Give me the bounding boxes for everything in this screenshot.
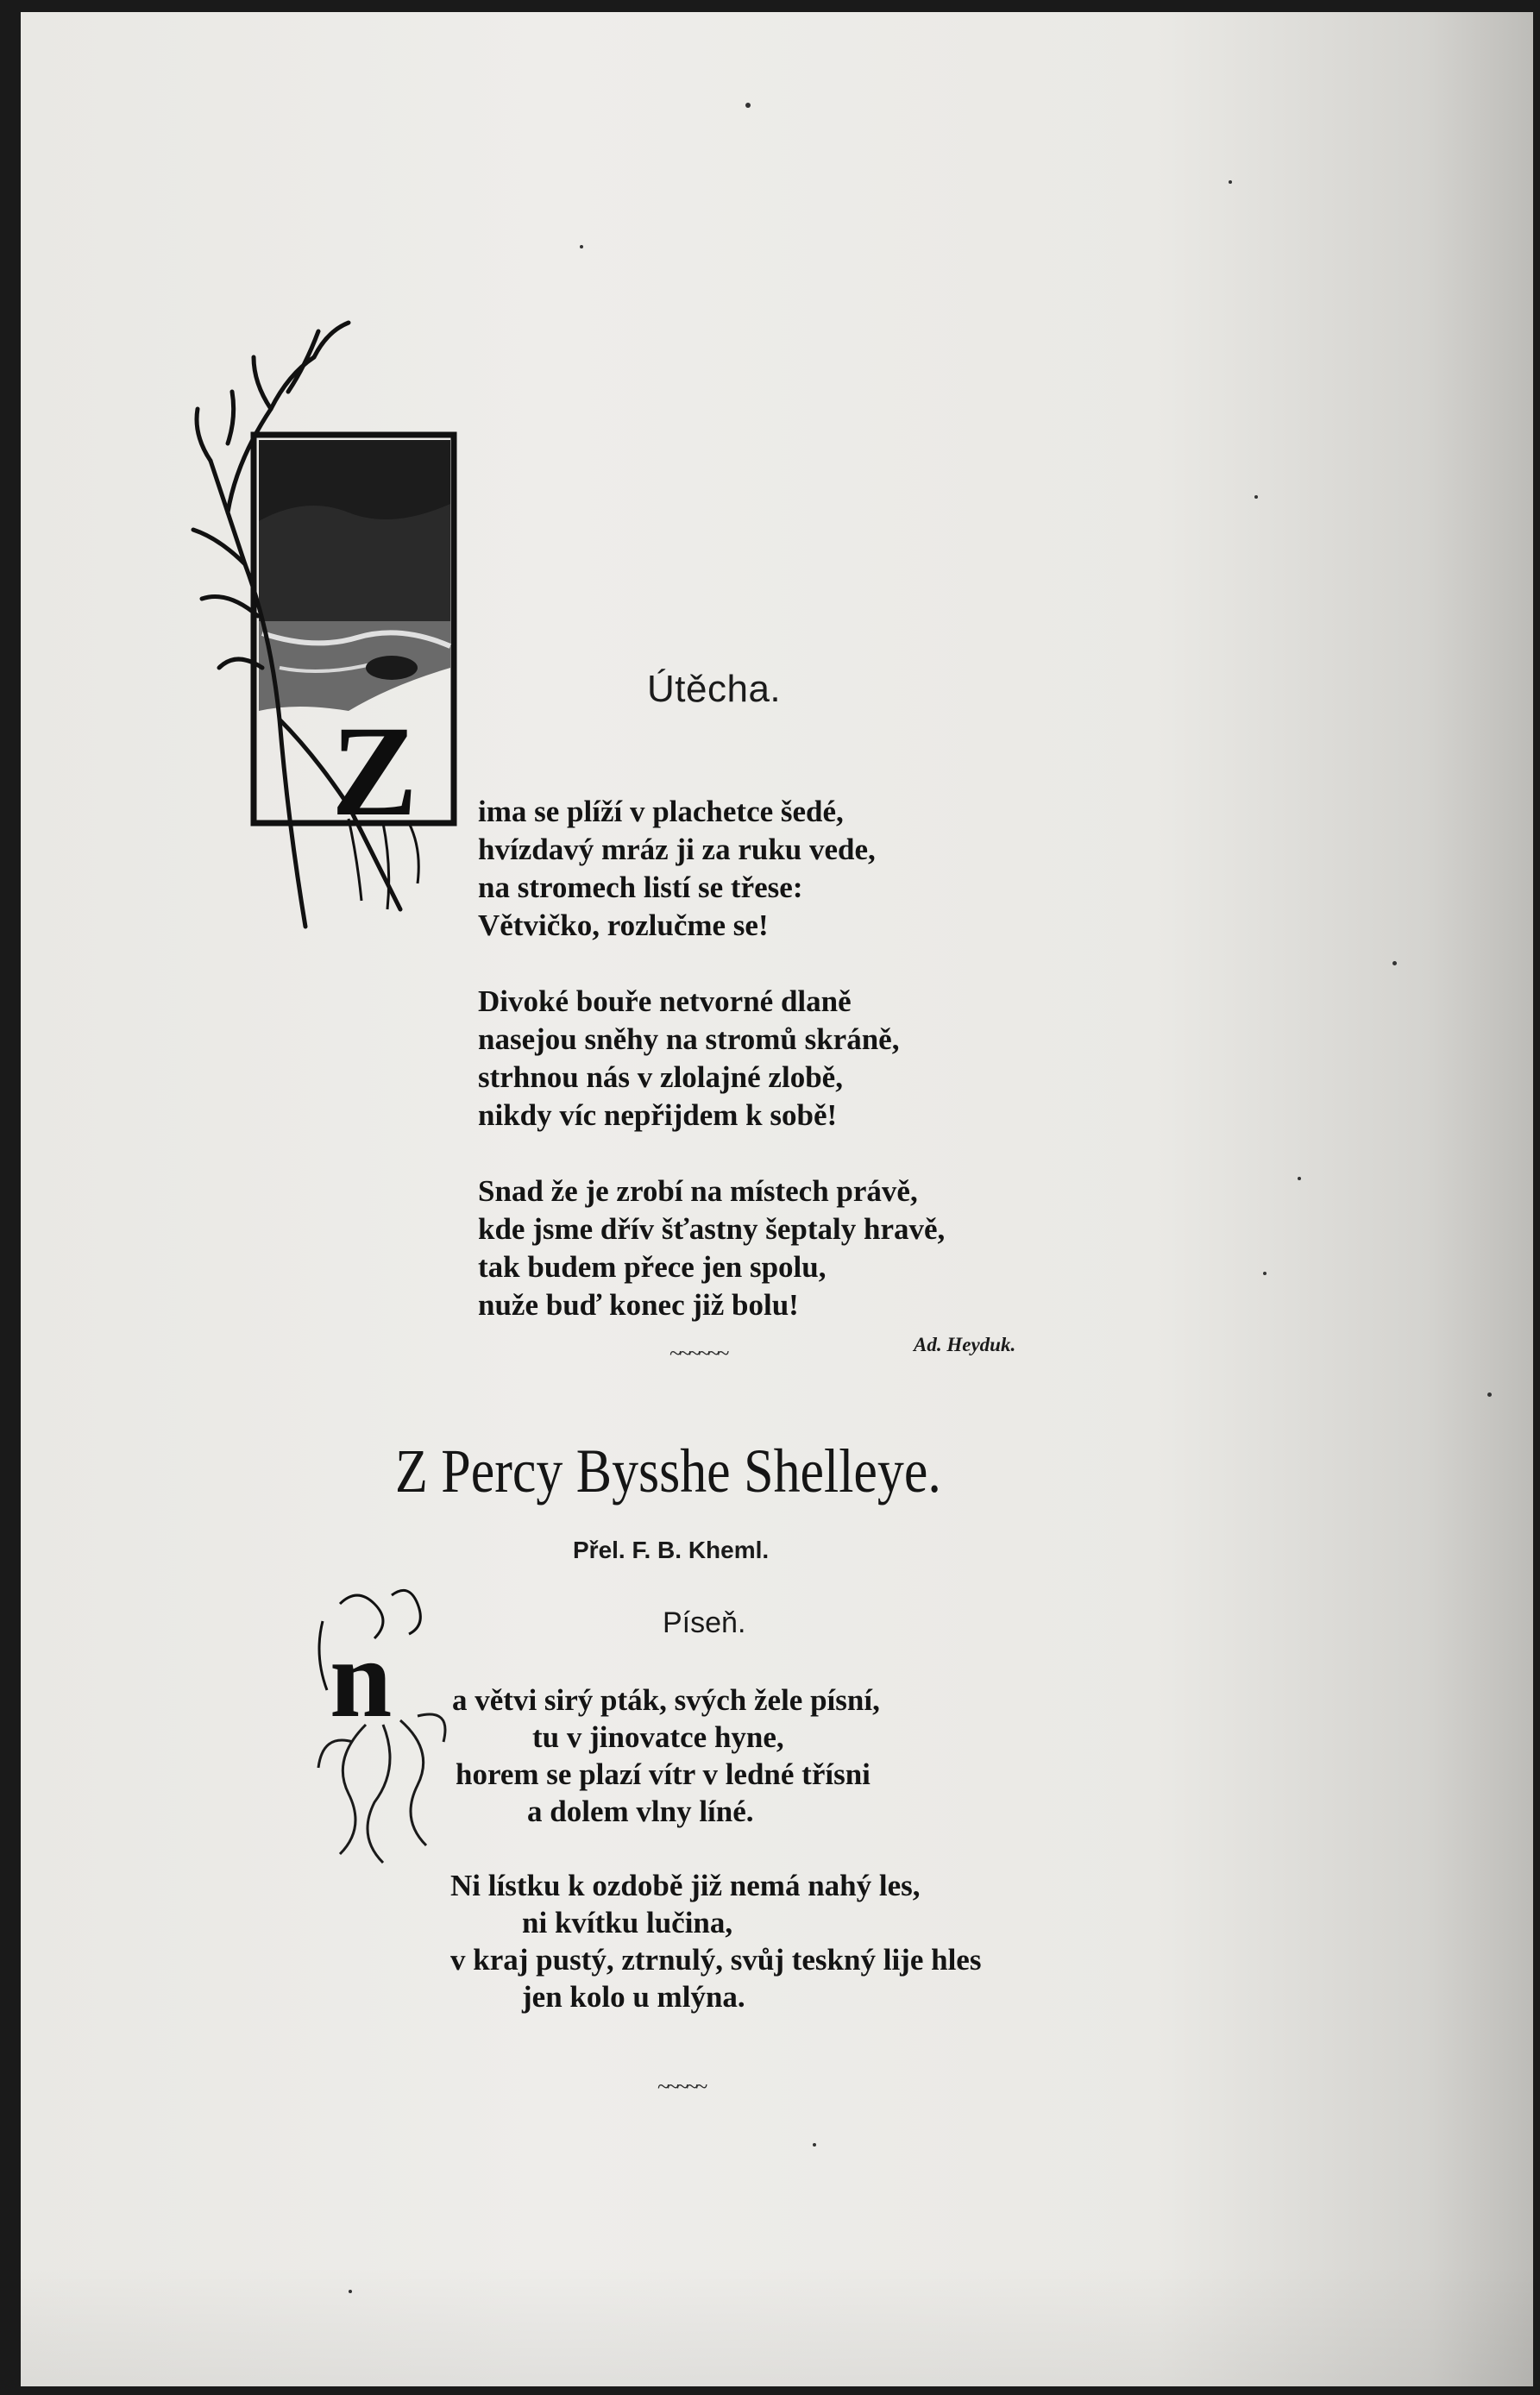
paper-speck [1254, 495, 1258, 499]
translator-credit: Přel. F. B. Kheml. [573, 1537, 770, 1563]
stanza [478, 1172, 945, 1324]
verse-line: Divoké bouře netvorné dlaně [478, 984, 852, 1018]
verse-line: a větvi sirý pták, svých žele písní, [452, 1683, 880, 1717]
ornament-divider: ~~~~~ [657, 2074, 706, 2099]
verse-line: Ni lístku k ozdobě již nemá nahý les, [450, 1869, 921, 1902]
dropcap-n: n [330, 1617, 393, 1741]
verse-line: ni kvítku lučina, [522, 1906, 733, 1939]
paper-speck [580, 245, 583, 248]
verse-line: hvízdavý mráz ji za ruku vede, [478, 833, 876, 866]
dropcap-z: Z [331, 700, 418, 843]
stanza [478, 983, 945, 1135]
paper-speck [1298, 1177, 1301, 1180]
paper-speck [813, 2143, 816, 2147]
verse-line: horem se plazí vítr v ledné třísni [456, 1757, 871, 1791]
book-page [21, 12, 1533, 2386]
verse-line: strhnou nás v zlolajné zlobě, [478, 1060, 843, 1094]
poem-utecha [478, 793, 945, 1362]
verse-line: tak budem přece jen spolu, [478, 1250, 827, 1284]
poem-pisen [426, 1682, 981, 2052]
verse-line: nasejou sněhy na stromů skráně, [478, 1022, 900, 1056]
verse-line: jen kolo u mlýna. [522, 1980, 745, 2014]
paper-speck [1487, 1392, 1492, 1397]
stanza [478, 793, 945, 945]
paper-speck [745, 103, 751, 108]
stanza [426, 1867, 981, 2015]
verse-line: nikdy víc nepřijdem k sobě! [478, 1098, 838, 1132]
section-title-shelley: Z Percy Bysshe Shelleye. [395, 1436, 941, 1506]
stanza [426, 1682, 981, 1830]
verse-line: na stromech listí se třese: [478, 871, 803, 904]
verse-line: tu v jinovatce hyne, [532, 1720, 784, 1754]
poem-author: Ad. Heyduk. [914, 1334, 1016, 1355]
verse-line: nuže buď konec již bolu! [478, 1288, 799, 1322]
verse-line: a dolem vlny líné. [527, 1795, 754, 1828]
winter-vignette-illustration [176, 305, 504, 944]
paper-speck [1229, 180, 1232, 184]
verse-line: ima se plíží v plachetce šedé, [478, 795, 844, 828]
paper-speck [349, 2290, 352, 2293]
poem-title-utecha: Útěcha. [647, 668, 782, 710]
ornament-divider: ~~~~~~ [669, 1341, 727, 1366]
paper-speck [1263, 1272, 1267, 1275]
paper-speck [1392, 961, 1397, 965]
verse-line: kde jsme dřív šťastny šeptaly hravě, [478, 1212, 946, 1246]
verse-line: Větvičko, rozlučme se! [478, 908, 769, 942]
poem-title-pisen: Píseň. [663, 1606, 746, 1639]
verse-line: v kraj pustý, ztrnulý, svůj teskný lije hles [450, 1943, 982, 1977]
verse-line: Snad že je zrobí na místech právě, [478, 1174, 918, 1208]
